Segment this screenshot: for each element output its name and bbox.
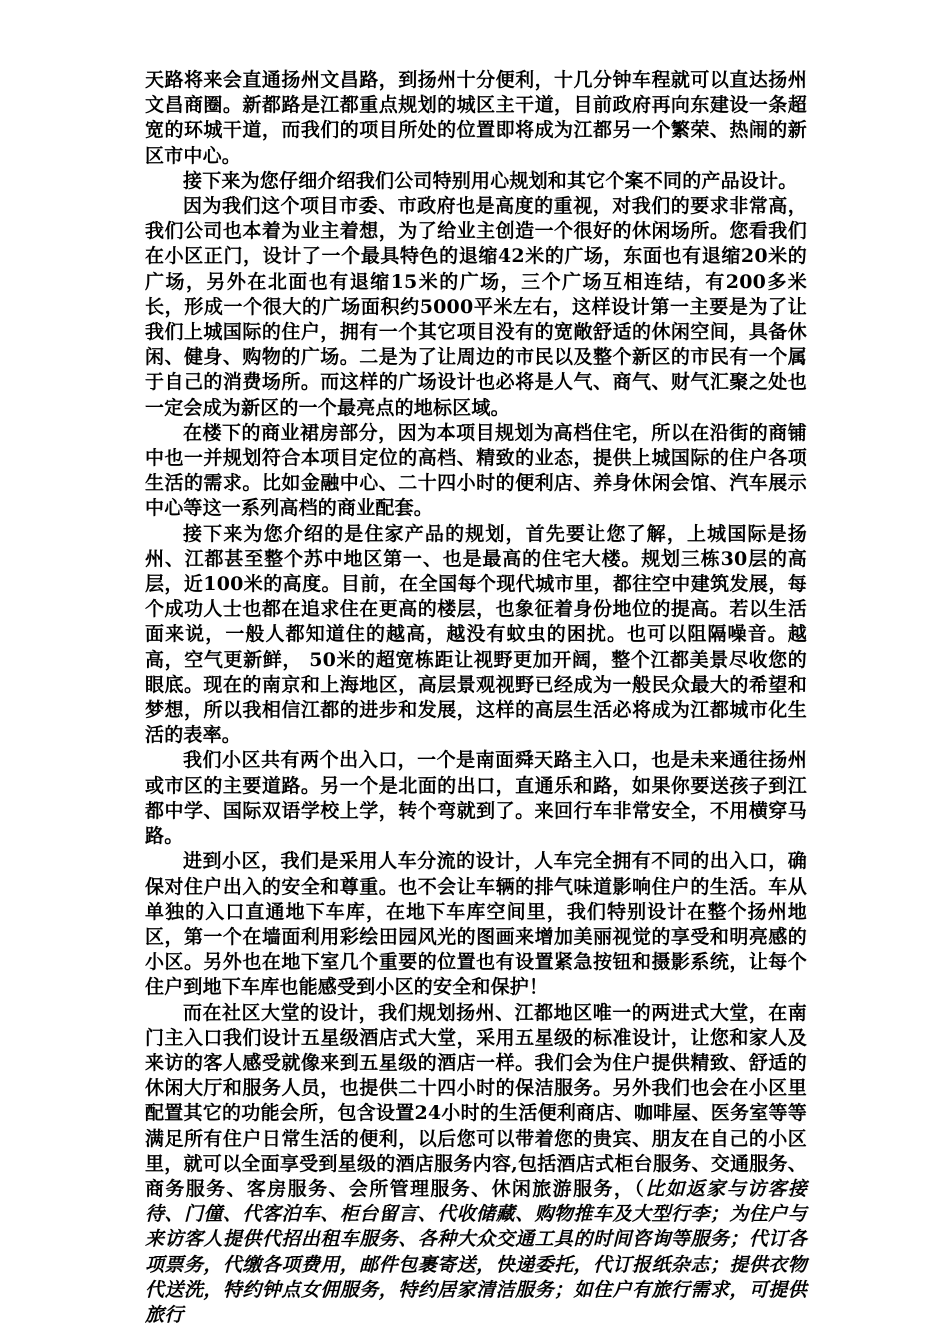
paragraph-4: 在楼下的商业裙房部分，因为本项目规划为高档住宅，所以在沿街的商铺中也一并规划符合本项目定位的高档、精致的业态，提供上城国际的住户各项生活的需求。比如金融中心、二十四小时的便利店、养身休闲会馆、汽车展示中心等这一系列高档的商业配套。: [145, 421, 807, 520]
paragraph-8-italic-text: 比如返家与访客接待、门僮、代客泊车、柜台留言、代收储藏、购物推车及大型行李；为住户与来访客人提供代招出租车服务、各种大众交通工具的时间咨询等服务；代订各项票务，代缴各项费用，邮件包裹寄送，快递委托，代订报纸杂志；提供衣物代送洗，特约钟点女佣服务，特约居家清洁服务；如住户有旅行需求，可提供旅行: [145, 1177, 807, 1326]
document-page: [145, 68, 807, 1328]
paragraph-8-text: 而在社区大堂的设计，我们规划扬州、江都地区唯一的两进式大堂，在南门主入口我们设计五星级酒店式大堂，采用五星级的标准设计，让您和家人及来访的客人感受就像来到五星级的酒店一样。我们会为住户提供精致、舒适的休闲大厅和服务人员，也提供二十四小时的保洁服务。另外我们也会在小区里配置其它的功能会所，包含设置24小时的生活便利商店、咖啡屋、医务室等等满足所有住户日常生活的便利，以后您可以带着您的贵宾、朋友在自己的小区里，就可以全面享受到星级的酒店服务内容,包括酒店式柜台服务、交通服务、商务服务、客房服务、会所管理服务、休闲旅游服务，（: [145, 1001, 807, 1200]
paragraph-8: [145, 1001, 807, 1329]
paragraph-5: 接下来为您介绍的是住家产品的规划，首先要让您了解，上城国际是扬州、江都甚至整个苏中地区第一、也是最高的住宅大楼。规划三栋30层的高层，近100米的高度。目前，在全国每个现代城市里，都往空中建筑发展，每个成功人士也都在追求住在更高的楼层，也象征着身份地位的提高。若以生活面来说，一般人都知道住的越高，越没有蚊虫的困扰。也可以阻隔噪音。越高，空气更新鲜， 50米的超宽栋距让视野更加开阔，整个江都美景尽收您的眼底。现在的南京和上海地区，高层景观视野已经成为一般民众最大的希望和梦想，所以我相信江都的进步和发展，这样的高层生活必将成为江都城市化生活的表率。: [145, 522, 807, 747]
paragraph-6: 我们小区共有两个出入口，一个是南面舜天路主入口，也是未来通往扬州或市区的主要道路。另一个是北面的出口，直通乐和路，如果你要送孩子到江都中学、国际双语学校上学，转个弯就到了。来回行车非常安全，不用横穿马路。: [145, 749, 807, 848]
paragraph-7: 进到小区，我们是采用人车分流的设计，人车完全拥有不同的出入口，确保对住户出入的安全和尊重。也不会让车辆的排气味道影响住户的生活。车从单独的入口直通地下车库，在地下车库空间里，我们特别设计在整个扬州地区，第一个在墙面利用彩绘田园风光的图画来增加美丽视觉的享受和明亮感的小区。另外也在地下室几个重要的位置也有设置紧急按钮和摄影系统，让每个住户到地下车库也能感受到小区的安全和保护！: [145, 850, 807, 999]
paragraph-1: 天路将来会直通扬州文昌路，到扬州十分便利，十几分钟车程就可以直达扬州文昌商圈。新都路是江都重点规划的城区主干道，目前政府再向东建设一条超宽的环城干道，而我们的项目所处的位置即将成为江都另一个繁荣、热闹的新区市中心。: [145, 69, 807, 167]
paragraph-2: 接下来为您仔细介绍我们公司特别用心规划和其它个案不同的产品设计。: [183, 169, 798, 192]
paragraph-3: 因为我们这个项目市委、市政府也是高度的重视，对我们的要求非常高，我们公司也本着为业主着想，为了给业主创造一个很好的休闲场所。您看我们在小区正门，设计了一个最具特色的退缩42米的广场，东面也有退缩20米的广场，另外在北面也有退缩15米的广场，三个广场互相连结，有200多米长，形成一个很大的广场面积约5000平米左右，这样设计第一主要是为了让我们上城国际的住户，拥有一个其它项目没有的宽敞舒适的休闲空间，具备休闲、健身、购物的广场。二是为了让周边的市民以及整个新区的市民有一个属于自己的消费场所。而这样的广场设计也必将是人气、商气、财气汇聚之处也一定会成为新区的一个最亮点的地标区域。: [145, 195, 807, 419]
